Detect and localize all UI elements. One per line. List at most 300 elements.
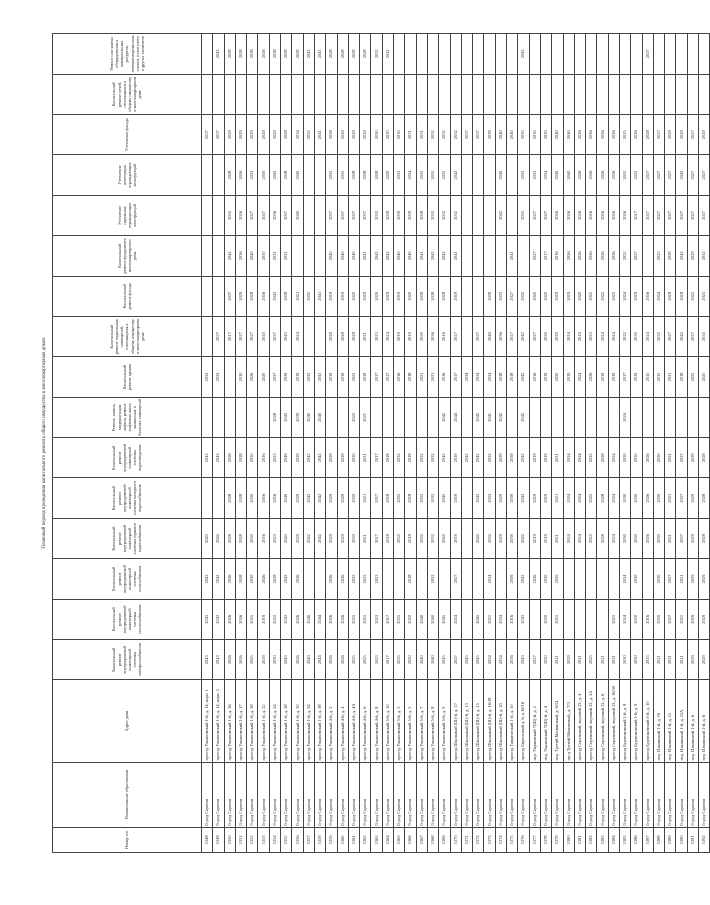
municipality-cell: Город Саратов (676, 762, 687, 827)
year-cell (292, 74, 303, 114)
year-cell: 2042 (473, 518, 484, 558)
year-cell: 2019 (326, 276, 337, 316)
row-number-cell: 1360 (337, 827, 348, 852)
table-row (676, 34, 687, 853)
year-cell: 2026 (337, 599, 348, 639)
year-cell: 2032 (202, 357, 213, 397)
year-cell: 2043 (213, 599, 224, 639)
rotated-table-sheet (40, 33, 707, 853)
year-cell: 2039 (281, 357, 292, 397)
row-number-cell: 1380 (563, 827, 574, 852)
year-cell: 2018 (676, 276, 687, 316)
row-number-cell: 1352 (247, 827, 258, 852)
year-cell (461, 276, 472, 316)
year-cell: 2021 (608, 640, 619, 680)
year-cell: 2019 (450, 438, 461, 478)
year-cell (224, 74, 235, 114)
year-cell: 2021 (552, 640, 563, 680)
year-cell: 2030 (348, 438, 359, 478)
year-cell: 2027 (653, 114, 664, 154)
table-row (597, 34, 608, 853)
year-cell: 2024 (574, 438, 585, 478)
year-cell: 2028 (326, 34, 337, 75)
municipality-cell: Город Саратов (360, 762, 371, 827)
municipality-cell: Город Саратов (484, 762, 495, 827)
year-cell (563, 34, 574, 75)
address-cell: проезд Ульяновский 5-й, д. 5 (405, 680, 416, 762)
year-cell (416, 74, 427, 114)
row-number-cell: 1350 (224, 827, 235, 852)
year-cell (450, 34, 461, 75)
year-cell: 2037 (473, 114, 484, 154)
address-cell: проезд Ульяновский 1-й, д. 14, корп. 2 (213, 680, 224, 762)
year-cell: 2049 (281, 438, 292, 478)
year-cell: 2042 (314, 518, 325, 558)
year-cell (631, 397, 642, 437)
table-row (563, 34, 574, 853)
row-number-cell: 1359 (326, 827, 337, 852)
year-cell: 2026 (529, 559, 540, 599)
address-cell: проезд Ульяновский 1-й, д. 14, корп. 1 (202, 680, 213, 762)
year-cell: 2041 (484, 397, 495, 437)
year-cell (382, 397, 393, 437)
year-cell (314, 74, 325, 114)
year-cell: 2028 (348, 316, 359, 356)
address-cell: проезд Ульяновский 4-й, д. 2 (326, 680, 337, 762)
year-cell (348, 74, 359, 114)
row-number-cell: 1365 (394, 827, 405, 852)
year-cell: 2043 (269, 276, 280, 316)
year-cell: 2042 (518, 478, 529, 518)
year-cell: 2029 (292, 438, 303, 478)
year-cell: 2030 (631, 640, 642, 680)
year-cell: 2030 (518, 114, 529, 154)
year-cell (202, 236, 213, 276)
year-cell: 2030 (619, 478, 630, 518)
year-cell: 2034 (484, 357, 495, 397)
address-cell: проезд Школьный (Ш)-й, д. 20 (495, 680, 506, 762)
year-cell: 2039 (507, 518, 518, 558)
year-cell: 2019 (337, 357, 348, 397)
year-cell: 2025 (348, 599, 359, 639)
year-cell: 2021 (552, 599, 563, 639)
year-cell: 2028 (371, 155, 382, 195)
year-cell: 2027 (507, 316, 518, 356)
year-cell: 2038 (360, 155, 371, 195)
year-cell (416, 397, 427, 437)
year-cell (439, 559, 450, 599)
row-number-cell: 1368 (427, 827, 438, 852)
year-cell: 2021 (360, 397, 371, 437)
year-cell: 2039 (507, 478, 518, 518)
year-cell: 2019 (326, 357, 337, 397)
year-cell (676, 74, 687, 114)
year-cell: 2043 (213, 438, 224, 478)
year-cell: 2022 (631, 155, 642, 195)
year-cell (653, 397, 664, 437)
municipality-cell: Город Саратов (427, 762, 438, 827)
municipality-cell: Город Саратов (326, 762, 337, 827)
year-cell: 2018 (405, 357, 416, 397)
year-cell: 2040 (303, 599, 314, 639)
year-cell: 2042 (495, 195, 506, 235)
year-cell: 2025 (653, 236, 664, 276)
year-cell: 2022 (269, 599, 280, 639)
year-cell: 2034 (292, 114, 303, 154)
year-cell: 2033 (495, 276, 506, 316)
year-cell: 2028 (699, 438, 710, 478)
municipality-cell: Город Саратов (405, 762, 416, 827)
municipality-cell: Город Саратов (461, 762, 472, 827)
year-cell: 2037 (676, 518, 687, 558)
municipality-cell: Город Саратов (529, 762, 540, 827)
municipality-cell: Город Саратов (586, 762, 597, 827)
year-cell: 2041 (507, 236, 518, 276)
year-cell: 2024 (608, 438, 619, 478)
row-number-cell: 1362 (360, 827, 371, 852)
year-cell: 2026 (235, 599, 246, 639)
year-cell (337, 74, 348, 114)
table-row (326, 34, 337, 853)
year-cell: 2026 (608, 155, 619, 195)
year-cell (213, 276, 224, 316)
year-cell: 2030 (653, 438, 664, 478)
year-cell: 2035 (337, 155, 348, 195)
address-cell: проезд Школьный (Ш)-й, д. 15 (473, 680, 484, 762)
year-cell: 2017 (382, 640, 393, 680)
year-cell: 2035 (439, 155, 450, 195)
municipality-cell: Город Саратов (247, 762, 258, 827)
year-cell: 2016 (439, 316, 450, 356)
year-cell: 2024 (574, 478, 585, 518)
municipality-cell: Город Саратов (337, 762, 348, 827)
year-cell (495, 74, 506, 114)
address-cell: проезд Ульяновский 4-й, д. 4А (348, 680, 359, 762)
year-cell: 2037 (337, 195, 348, 235)
year-cell (608, 397, 619, 437)
row-number-cell: 1374 (495, 827, 506, 852)
year-cell: 2022 (348, 397, 359, 437)
year-cell: 2039 (292, 397, 303, 437)
year-cell: 2028 (224, 438, 235, 478)
year-cell: 2028 (235, 34, 246, 75)
year-cell: 2043 (202, 518, 213, 558)
year-cell: 2024 (642, 316, 653, 356)
column-header: Утепление наружных ограждающих конструкций (53, 195, 202, 235)
year-cell: 2034 (495, 640, 506, 680)
year-cell: 2019 (574, 316, 585, 356)
year-cell: 2027 (653, 195, 664, 235)
municipality-cell: Город Саратов (540, 762, 551, 827)
year-cell: 2035 (303, 114, 314, 154)
year-cell (529, 74, 540, 114)
year-cell: 2030 (619, 640, 630, 680)
year-cell: 2029 (665, 114, 676, 154)
year-cell: 2026 (597, 114, 608, 154)
year-cell: 2028 (597, 438, 608, 478)
year-cell: 2032 (314, 357, 325, 397)
year-cell (540, 34, 551, 75)
year-cell (394, 559, 405, 599)
year-cell: 2026 (586, 195, 597, 235)
year-cell: 2029 (337, 114, 348, 154)
year-cell (574, 74, 585, 114)
year-cell: 2028 (235, 518, 246, 558)
year-cell (552, 74, 563, 114)
year-cell: 2045 (303, 34, 314, 75)
year-cell: 2040 (303, 640, 314, 680)
year-cell (405, 34, 416, 75)
table-row (631, 34, 642, 853)
year-cell (247, 74, 258, 114)
year-cell: 2038 (247, 34, 258, 75)
year-cell (597, 599, 608, 639)
row-number-cell: 1366 (405, 827, 416, 852)
year-cell: 2035 (394, 599, 405, 639)
year-cell: 2031 (405, 114, 416, 154)
address-cell: проезд Ульяновский 5-й, д. 9 (439, 680, 450, 762)
year-cell: 2030 (631, 599, 642, 639)
year-cell (314, 155, 325, 195)
year-cell: 2040 (552, 114, 563, 154)
year-cell (608, 34, 619, 75)
year-cell: 2028 (269, 397, 280, 437)
year-cell: 2033 (247, 155, 258, 195)
year-cell (676, 34, 687, 75)
year-cell: 2028 (699, 518, 710, 558)
year-cell (394, 397, 405, 437)
year-cell: 2029 (337, 518, 348, 558)
year-cell (202, 316, 213, 356)
year-cell: 2019 (258, 599, 269, 639)
year-cell (213, 478, 224, 518)
year-cell: 2040 (495, 155, 506, 195)
municipality-cell: Город Саратов (597, 762, 608, 827)
year-cell: 2025 (360, 559, 371, 599)
year-cell: 2029 (337, 478, 348, 518)
address-cell: проезд Школьный (Ш)-й, д. 13 (461, 680, 472, 762)
row-number-cell: 1361 (348, 827, 359, 852)
year-cell: 2043 (202, 559, 213, 599)
year-cell: 2039 (416, 276, 427, 316)
year-cell: 2030 (631, 478, 642, 518)
year-cell (699, 74, 710, 114)
year-cell: 2028 (224, 155, 235, 195)
year-cell: 2024 (563, 438, 574, 478)
address-cell: проезд Ульяновский 1-й, д. 30 (292, 680, 303, 762)
year-cell: 2040 (337, 236, 348, 276)
year-cell: 2018 (382, 518, 393, 558)
table-row (292, 34, 303, 853)
year-cell (529, 397, 540, 437)
year-cell (676, 397, 687, 437)
year-cell: 2026 (597, 155, 608, 195)
year-cell: 2026 (235, 640, 246, 680)
year-cell: 2032 (416, 478, 427, 518)
table-row (540, 34, 551, 853)
year-cell: 2026 (563, 236, 574, 276)
municipality-cell: Город Саратов (473, 762, 484, 827)
year-cell: 2040 (303, 397, 314, 437)
year-cell (586, 397, 597, 437)
year-cell: 2030 (371, 114, 382, 154)
year-cell (394, 34, 405, 75)
year-cell: 2029 (235, 114, 246, 154)
year-cell (473, 559, 484, 599)
year-cell: 2027 (450, 316, 461, 356)
year-cell: 2029 (224, 114, 235, 154)
year-cell: 2027 (642, 195, 653, 235)
year-cell: 2027 (235, 316, 246, 356)
year-cell: 2041 (314, 276, 325, 316)
table-row (450, 34, 461, 853)
year-cell: 2026 (326, 559, 337, 599)
municipality-cell: Город Саратов (314, 762, 325, 827)
row-number-cell: 1354 (269, 827, 280, 852)
year-cell: 2019 (529, 438, 540, 478)
year-cell: 2031 (416, 114, 427, 154)
year-cell: 2019 (540, 438, 551, 478)
municipality-cell: Город Саратов (665, 762, 676, 827)
column-header: Капитальный ремонт печей, относящихся к общему имуществу в многоквартирном доме (53, 74, 202, 114)
year-cell: 2045 (461, 640, 472, 680)
year-cell: 2021 (552, 478, 563, 518)
year-cell: 2029 (552, 316, 563, 356)
year-cell: 2040 (563, 114, 574, 154)
year-cell: 2027 (665, 155, 676, 195)
year-cell (461, 155, 472, 195)
year-cell: 2029 (563, 640, 574, 680)
year-cell: 2021 (653, 640, 664, 680)
year-cell: 2019 (540, 518, 551, 558)
year-cell (507, 74, 518, 114)
municipality-cell: Город Саратов (281, 762, 292, 827)
municipality-cell: Город Саратов (552, 762, 563, 827)
row-number-cell: 1348 (202, 827, 213, 852)
year-cell (597, 74, 608, 114)
table-row (529, 34, 540, 853)
year-cell (461, 518, 472, 558)
year-cell (314, 195, 325, 235)
year-cell: 2024 (608, 518, 619, 558)
year-cell: 2027 (258, 195, 269, 235)
year-cell: 2021 (676, 599, 687, 639)
year-cell: 2026 (574, 155, 585, 195)
year-cell: 2019 (450, 518, 461, 558)
year-cell: 2030 (540, 559, 551, 599)
year-cell: 2034 (484, 640, 495, 680)
year-cell (202, 397, 213, 437)
year-cell: 2042 (518, 357, 529, 397)
year-cell: 2021 (360, 518, 371, 558)
year-cell: 2030 (540, 114, 551, 154)
year-cell: 2021 (574, 640, 585, 680)
year-cell: 2045 (439, 640, 450, 680)
year-cell (303, 236, 314, 276)
year-cell: 2024 (653, 276, 664, 316)
year-cell: 2023 (371, 316, 382, 356)
municipality-cell: Город Саратов (450, 762, 461, 827)
column-header: Капитальный ремонт фасада (53, 276, 202, 316)
year-cell: 2029 (687, 599, 698, 639)
year-cell: 2030 (382, 155, 393, 195)
year-cell: 2017 (371, 438, 382, 478)
year-cell: 2018 (676, 357, 687, 397)
year-cell: 2020 (348, 276, 359, 316)
year-cell (314, 236, 325, 276)
year-cell: 2026 (574, 114, 585, 154)
year-cell: 2032 (484, 478, 495, 518)
row-number-cell: 1369 (439, 827, 450, 852)
year-cell: 2026 (631, 114, 642, 154)
municipality-cell: Город Саратов (608, 762, 619, 827)
year-cell: 2029 (326, 518, 337, 558)
year-cell (382, 559, 393, 599)
year-cell: 2032 (224, 195, 235, 235)
municipality-cell: Город Саратов (574, 762, 585, 827)
year-cell: 2017 (371, 478, 382, 518)
year-cell: 2018 (507, 357, 518, 397)
municipality-cell: Город Саратов (303, 762, 314, 827)
year-cell: 2017 (382, 357, 393, 397)
year-cell: 2044 (314, 599, 325, 639)
repair-schedule-table (52, 33, 710, 853)
year-cell: 2018 (495, 357, 506, 397)
year-cell (586, 559, 597, 599)
row-number-cell: 1387 (642, 827, 653, 852)
year-cell: 2042 (213, 559, 224, 599)
year-cell: 2021 (360, 599, 371, 639)
year-cell (552, 397, 563, 437)
table-row (619, 34, 630, 853)
year-cell: 2028 (224, 478, 235, 518)
column-header: Утепление фасада (53, 114, 202, 154)
row-number-cell: 1372 (473, 827, 484, 852)
table-row (586, 34, 597, 853)
year-cell: 2018 (382, 478, 393, 518)
row-number-cell: 1357 (303, 827, 314, 852)
year-cell: 2021 (665, 518, 676, 558)
year-cell: 2032 (303, 357, 314, 397)
table-row (382, 34, 393, 853)
year-cell: 2034 (495, 599, 506, 639)
year-cell: 2025 (360, 640, 371, 680)
year-cell: 2026 (608, 236, 619, 276)
address-cell: проезд Ульяновский 5-й, д. 7 (416, 680, 427, 762)
year-cell (586, 34, 597, 75)
year-cell: 2017 (371, 518, 382, 558)
year-cell: 2024 (563, 478, 574, 518)
year-cell: 2019 (450, 276, 461, 316)
row-number-cell: 1388 (653, 827, 664, 852)
year-cell: 2032 (518, 276, 529, 316)
year-cell: 2032 (416, 438, 427, 478)
table-row (495, 34, 506, 853)
year-cell: 2025 (586, 276, 597, 316)
year-cell (292, 236, 303, 276)
year-cell (202, 155, 213, 195)
row-number-cell: 1363 (371, 827, 382, 852)
year-cell: 2027 (699, 155, 710, 195)
year-cell: 2040 (427, 640, 438, 680)
address-cell: проезд Ульяновский 1-й, д. 24 (269, 680, 280, 762)
address-cell: проезд Сиреневый, верхний 22, д. 6 (597, 680, 608, 762)
year-cell: 2025 (586, 438, 597, 478)
year-cell: 2038 (269, 34, 280, 75)
year-cell: 2027 (540, 195, 551, 235)
row-number-cell: 1377 (529, 827, 540, 852)
table-row (258, 34, 269, 853)
